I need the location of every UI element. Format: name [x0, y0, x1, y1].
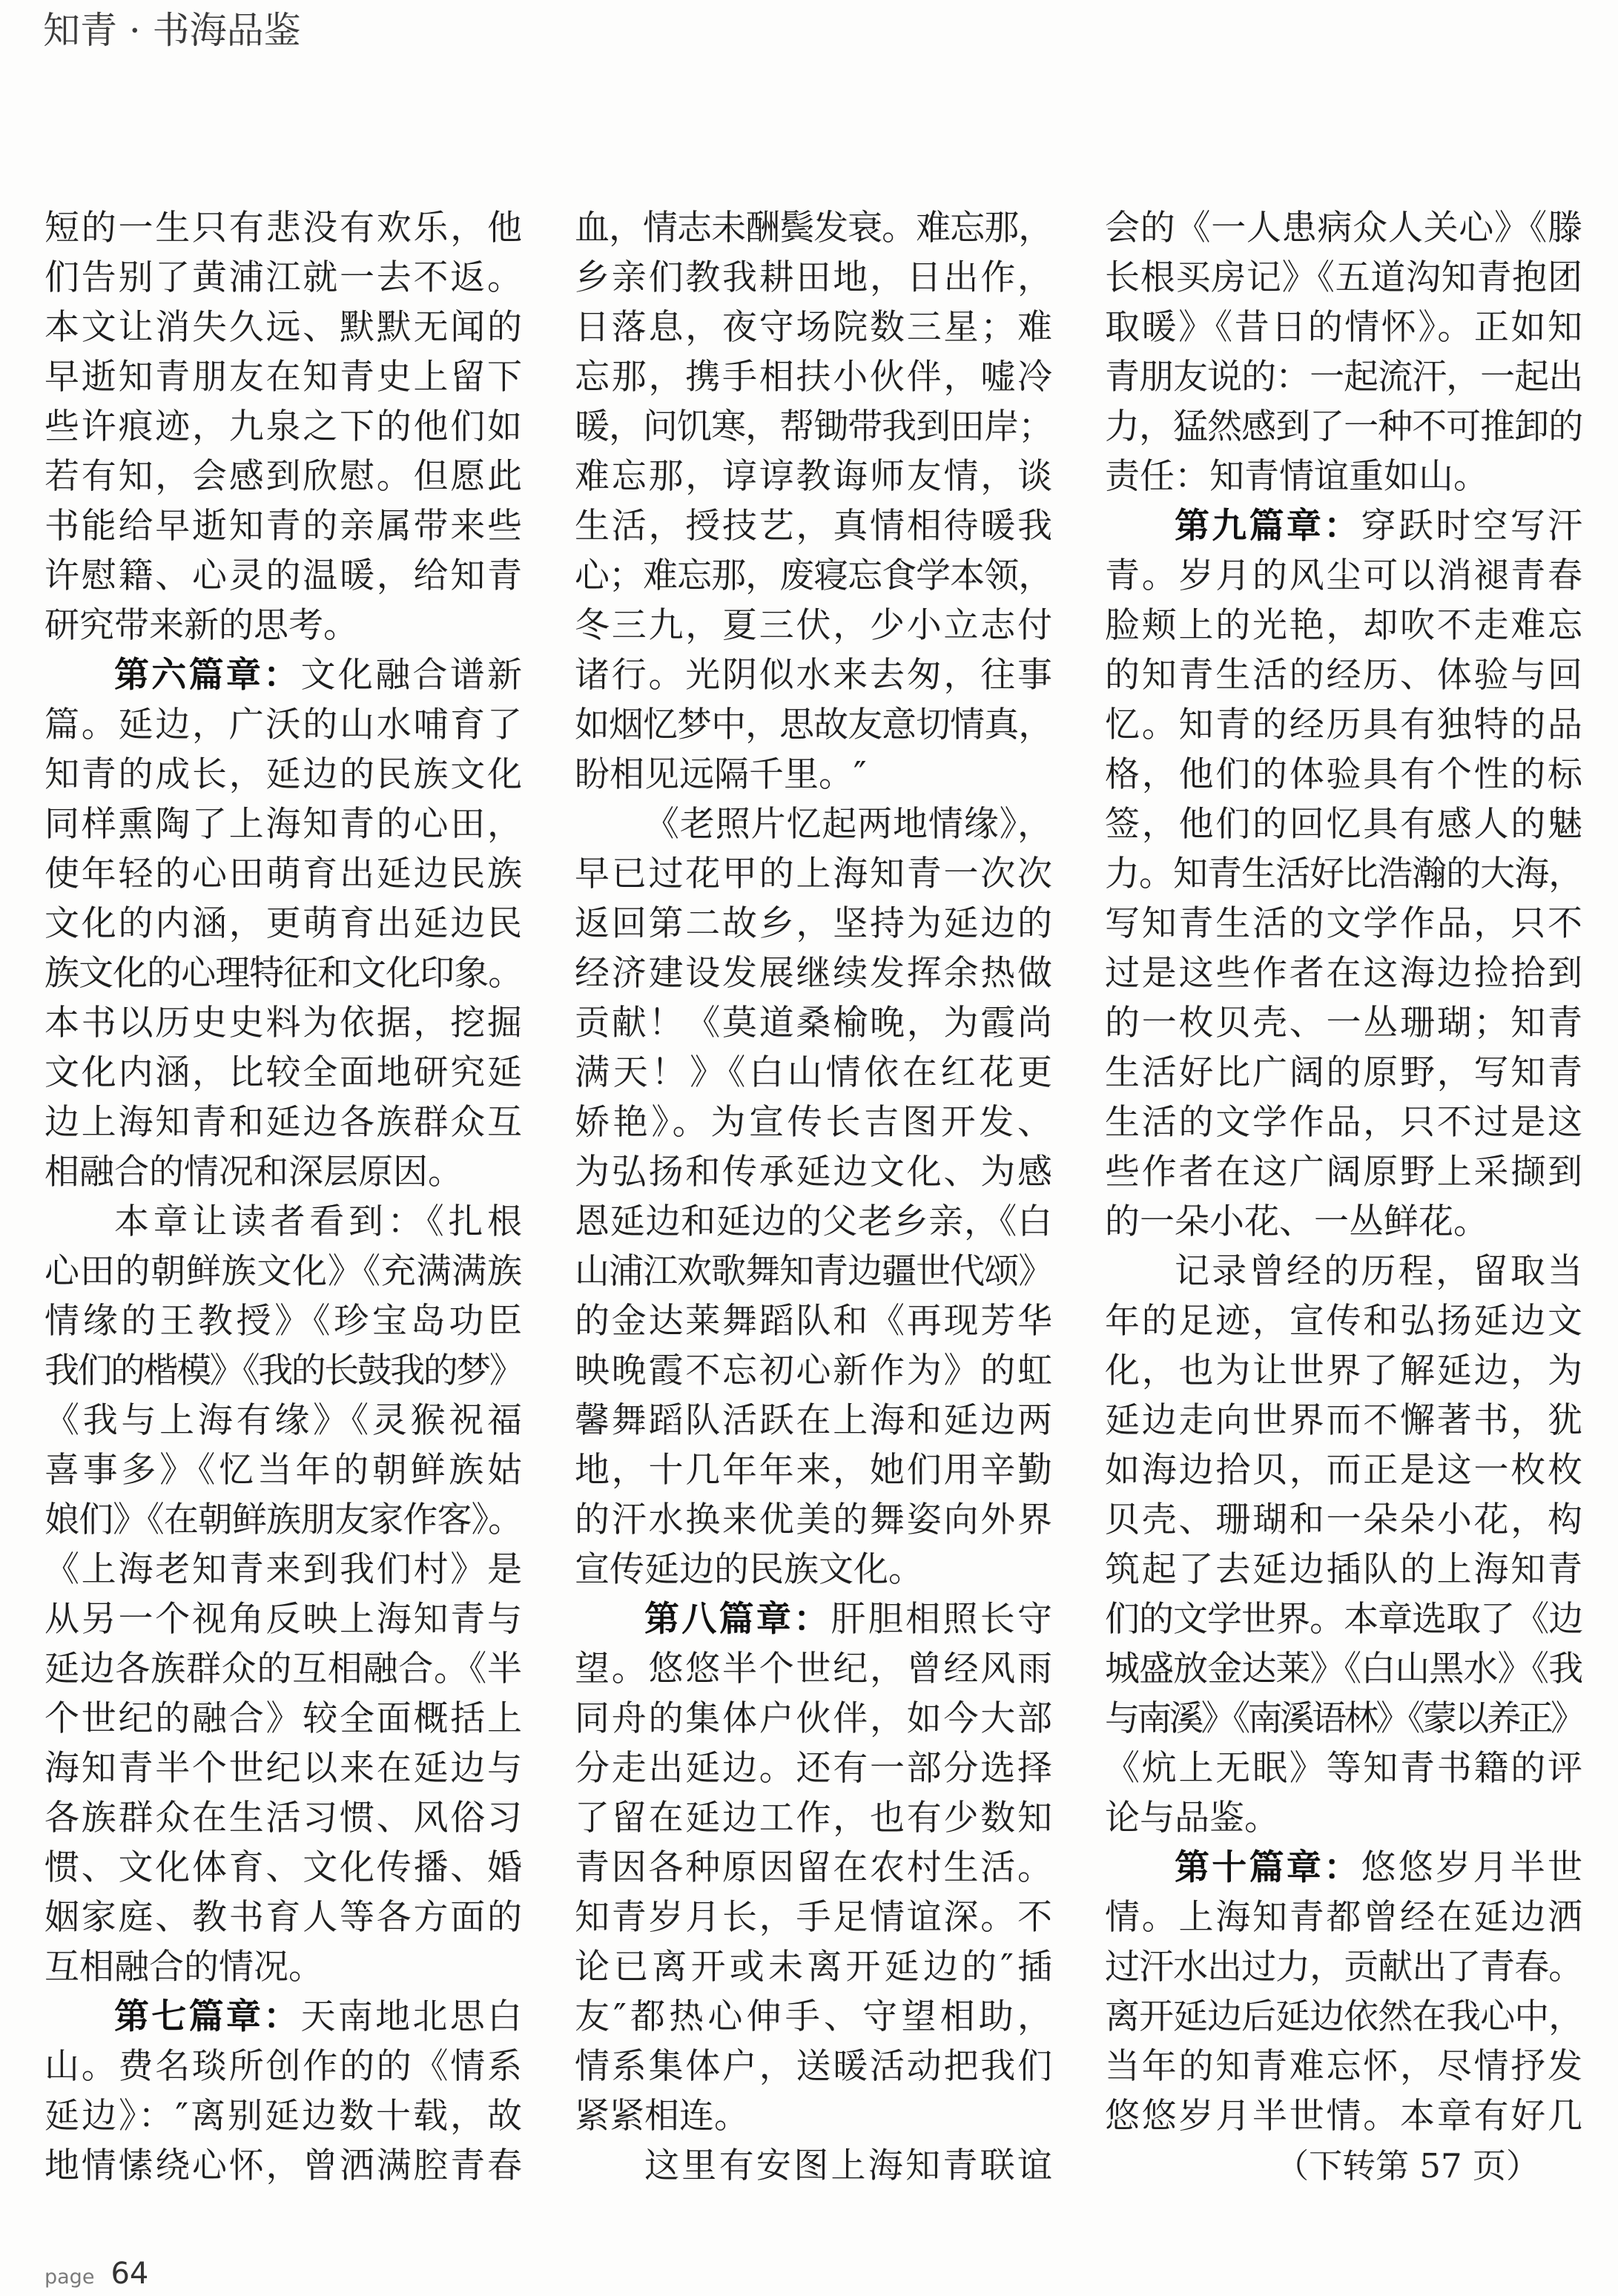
line-text: 分走出延边。还有一部分选择 [575, 1748, 1052, 1789]
text-line [575, 203, 1052, 253]
text-line [44, 849, 522, 899]
text-line [44, 1098, 522, 1147]
paragraph [575, 203, 1052, 799]
text-line [1105, 1098, 1582, 1147]
line-text: 知青岁月长，手足情谊深。不 [575, 1897, 1052, 1938]
text-line [575, 1694, 1052, 1744]
line-text: 各族群众在生活习惯、风俗习 [44, 1798, 522, 1838]
line-text: 青因各种原因留在农村生活。 [575, 1847, 1052, 1888]
text-line [1105, 452, 1582, 501]
paragraph [1105, 1843, 1582, 2141]
line-text: 喜事多》《忆当年的朝鲜族姑 [44, 1450, 522, 1491]
text-line [1105, 998, 1582, 1048]
paragraph [575, 799, 1052, 1594]
text-line [1105, 1048, 1582, 1098]
line-text: 的金达莱舞蹈队和《再现芳华 [575, 1301, 1052, 1342]
line-text: 《炕上无眠》等知青书籍的评 [1105, 1748, 1582, 1789]
paragraph [44, 203, 522, 650]
text-line [1105, 700, 1582, 750]
text-line [1105, 203, 1582, 253]
line-text: 诸行。光阴似水来去匆，往事 [575, 655, 1052, 696]
line-text: 忘那，携手相扶小伙伴，嘘冷 [575, 357, 1052, 397]
text-line [1105, 1545, 1582, 1594]
line-text: 如海边拾贝，而正是这一枚枚 [1105, 1450, 1582, 1491]
line-text: 从另一个视角反映上海知青与 [44, 1599, 522, 1640]
line-text: 使年轻的心田萌育出延边民族 [44, 854, 522, 894]
text-line [44, 352, 522, 402]
line-text: 望。悠悠半个世纪，曾经风雨 [575, 1649, 1052, 1689]
text-line [44, 650, 522, 700]
text-line [1105, 1296, 1582, 1346]
line-text: 海知青半个世纪以来在延边与 [44, 1748, 522, 1789]
text-column [575, 203, 1052, 2191]
line-text: 情系集体户，送暖活动把我们 [575, 2046, 1052, 2087]
line-text: 取暖》《昔日的情怀》。正如知 [1105, 307, 1582, 348]
text-line [44, 601, 522, 650]
text-line [1105, 1445, 1582, 1495]
line-text: 姻家庭、教书育人等各方面的 [44, 1897, 522, 1938]
text-line [1105, 1694, 1582, 1744]
text-line [575, 1197, 1052, 1247]
text-line [1105, 1744, 1582, 1793]
text-line [575, 1048, 1052, 1098]
text-line [575, 452, 1052, 501]
text-line [1105, 1644, 1582, 1694]
text-line [44, 1992, 522, 2042]
line-text: 与南溪》《南溪语林》《蒙以养正》 [1105, 1698, 1582, 1739]
line-text: 篇。延边，广沃的山水哺育了 [44, 705, 522, 745]
line-text: 返回第二故乡，坚持为延边的 [575, 903, 1052, 944]
line-text: 族文化的心理特征和文化印象。 [44, 953, 522, 994]
paragraph [44, 1992, 522, 2191]
line-text: 如烟忆梦中，思故友意切情真， [575, 705, 1052, 745]
line-text: 本文让消失久远、默默无闻的 [44, 307, 522, 348]
text-line [44, 750, 522, 799]
line-text: 论已离开或未离开延边的″插 [575, 1947, 1052, 1987]
text-line [575, 1296, 1052, 1346]
text-line [44, 2141, 522, 2191]
text-line [575, 1942, 1052, 1992]
line-text: 地，十几年年来，她们用辛勤 [575, 1450, 1052, 1491]
text-line [575, 1346, 1052, 1396]
text-line [575, 1545, 1052, 1594]
section-heading-lead: 第七篇章： [114, 1996, 301, 2037]
line-text: 格，他们的体验具有个性的标 [1105, 754, 1582, 795]
line-text: 生活好比广阔的原野，写知青 [1105, 1052, 1582, 1093]
paragraph [1105, 1247, 1582, 1843]
text-line [44, 1346, 522, 1396]
text-line [1105, 899, 1582, 949]
text-line [44, 998, 522, 1048]
line-text: 娘们》《在朝鲜族朋友家作客》。 [44, 1500, 522, 1540]
line-text: 这里有安图上海知青联谊 [644, 2145, 1052, 2186]
line-text: 乡亲们教我耕田地，日出作， [575, 257, 1052, 298]
line-text: 生活，授技艺，真情相待暖我 [575, 506, 1052, 547]
line-text: 难忘那，谆谆教诲师友情，谈 [575, 456, 1052, 497]
text-line [44, 949, 522, 998]
text-line [575, 998, 1052, 1048]
line-text: 贡献！《莫道桑榆晚，为霞尚 [575, 1003, 1052, 1043]
line-text: 紧紧相连。 [575, 2096, 749, 2137]
text-line [575, 1594, 1052, 1644]
page-number: 64 [110, 2257, 149, 2291]
text-line [44, 700, 522, 750]
line-text: 早逝知青朋友在知青史上留下 [44, 357, 522, 397]
text-line [44, 1048, 522, 1098]
line-text: 穿跃时空写汗 [1361, 506, 1582, 547]
text-line [575, 1793, 1052, 1843]
line-text: 本书以历史史料为依据，挖掘 [44, 1003, 522, 1043]
line-text: 知青的成长，延边的民族文化 [44, 754, 522, 795]
text-line [575, 1495, 1052, 1545]
paragraph [575, 1594, 1052, 2141]
text-line [575, 1147, 1052, 1197]
line-text: 文化融合谱新 [300, 655, 522, 696]
text-line [575, 2091, 1052, 2141]
text-line [575, 899, 1052, 949]
paragraph [1105, 501, 1582, 1247]
line-text: 恩延边和延边的父老乡亲，《白 [575, 1201, 1052, 1242]
line-text: 延边走向世界而不懈著书，犹 [1105, 1400, 1582, 1441]
line-text: 情缘的王教授》《珍宝岛功臣 [44, 1301, 522, 1342]
running-header [43, 9, 301, 52]
text-line [44, 402, 522, 452]
text-line [44, 1445, 522, 1495]
section-title: 知青 · 书海品鉴 [43, 9, 301, 52]
line-text: 情。上海知青都曾经在延边洒 [1105, 1897, 1582, 1938]
text-line [575, 750, 1052, 799]
line-text: 青朋友说的：一起流汗，一起出 [1105, 357, 1582, 397]
text-line [1105, 1147, 1582, 1197]
line-text: 了留在延边工作，也有少数知 [575, 1798, 1052, 1838]
line-text: 论与品鉴。 [1105, 1798, 1279, 1838]
line-text: 书能给早逝知青的亲属带来些 [44, 506, 522, 547]
line-text: 研究带来新的思考。 [44, 605, 358, 646]
line-text: 短的一生只有悲没有欢乐，他 [44, 208, 522, 248]
line-text: 同舟的集体户伙伴，如今大部 [575, 1698, 1052, 1739]
text-line [1105, 2091, 1582, 2141]
text-line [1105, 1495, 1582, 1545]
text-line [44, 501, 522, 551]
text-line [1105, 1942, 1582, 1992]
line-text: 长根买房记》《五道沟知青抱团 [1105, 257, 1582, 298]
paragraph [44, 650, 522, 1197]
line-text: 为弘扬和传承延边文化、为感 [575, 1152, 1052, 1192]
text-column [44, 203, 522, 2191]
line-text: 经济建设发展继续发挥余热做 [575, 953, 1052, 994]
text-line [1105, 1992, 1582, 2042]
line-text: 些作者在这广阔原野上采撷到 [1105, 1152, 1582, 1192]
text-line [1105, 1346, 1582, 1396]
text-line [1105, 799, 1582, 849]
text-line [44, 1247, 522, 1296]
line-text: 早已过花甲的上海知青一次次 [575, 854, 1052, 894]
text-line [1105, 501, 1582, 551]
paragraph [44, 1197, 522, 1992]
text-line [1105, 1793, 1582, 1843]
page-footer [44, 2257, 148, 2290]
section-heading-lead: 第六篇章： [114, 655, 301, 696]
text-line [44, 203, 522, 253]
text-line [44, 1396, 522, 1445]
line-text: 个世纪的融合》较全面概括上 [44, 1698, 522, 1739]
text-column [1105, 203, 1582, 2191]
line-text: 延边》：″离别延边数十载，故 [44, 2096, 522, 2137]
text-line [575, 601, 1052, 650]
page-label: page [44, 2266, 95, 2289]
text-line [575, 1744, 1052, 1793]
line-text: 若有知，会感到欣慰。但愿此 [44, 456, 522, 497]
text-line [1105, 303, 1582, 352]
line-text: 文化内涵，比较全面地研究延 [44, 1052, 522, 1093]
line-text: 签，他们的回忆具有感人的魅 [1105, 804, 1582, 845]
line-text: 文化的内涵，更萌育出延边民 [44, 903, 522, 944]
line-text: 责任：知青情谊重如山。 [1105, 456, 1488, 497]
text-line [575, 1396, 1052, 1445]
line-text: 生活的文学作品，只不过是这 [1105, 1102, 1582, 1143]
line-text: 《我与上海有缘》《灵猴祝福 [44, 1400, 522, 1441]
text-line [575, 1445, 1052, 1495]
text-line [44, 452, 522, 501]
text-line [575, 1644, 1052, 1694]
text-line [44, 1147, 522, 1197]
line-text: 山浦江欢歌舞知青边疆世代颂》 [575, 1251, 1052, 1292]
text-line [44, 1545, 522, 1594]
line-text: 贝壳、珊瑚和一朵朵小花，构 [1105, 1500, 1582, 1540]
line-text: 同样熏陶了上海知青的心田， [44, 804, 522, 845]
text-line [44, 1744, 522, 1793]
line-text: 互相融合的情况。 [44, 1947, 323, 1987]
text-line [575, 352, 1052, 402]
text-line [44, 899, 522, 949]
line-text: 城盛放金达莱》《白山黑水》《我 [1105, 1649, 1582, 1689]
line-text: 们告别了黄浦江就一去不返。 [44, 257, 522, 298]
text-line [575, 2042, 1052, 2091]
line-text: 们的文学世界。本章选取了《边 [1105, 1599, 1582, 1640]
text-line [1105, 1843, 1582, 1893]
text-line [575, 650, 1052, 700]
text-line [575, 799, 1052, 849]
line-text: 天南地北思白 [300, 1996, 522, 2037]
line-text: 延边各族群众的互相融合。《半 [44, 1649, 522, 1689]
line-text: 青。岁月的风尘可以消褪青春 [1105, 555, 1582, 596]
line-text: 力。知青生活好比浩瀚的大海， [1105, 854, 1582, 894]
line-text: 友″都热心伸手、守望相助， [575, 1996, 1052, 2037]
line-text: 盼相见远隔千里。″ [575, 754, 867, 795]
line-text: 许慰籍、心灵的温暖，给知青 [44, 555, 522, 596]
text-line [44, 1594, 522, 1644]
line-text: 心田的朝鲜族文化》《充满满族 [44, 1251, 522, 1292]
text-line [575, 1893, 1052, 1942]
text-line [1105, 352, 1582, 402]
line-text: 悠悠岁月半世 [1361, 1847, 1582, 1888]
text-line [575, 551, 1052, 601]
text-line [44, 2091, 522, 2141]
text-line [1105, 601, 1582, 650]
section-heading-lead: 第八篇章： [644, 1599, 831, 1640]
line-text: 过汗水出过力，贡献出了青春。 [1105, 1947, 1582, 1987]
text-line [44, 1694, 522, 1744]
text-line [44, 1793, 522, 1843]
text-line [575, 700, 1052, 750]
text-line [44, 1644, 522, 1694]
paragraph [575, 2141, 1052, 2191]
line-text: 筑起了去延边插队的上海知青 [1105, 1549, 1582, 1590]
text-line [44, 1942, 522, 1992]
line-text: 的一枚贝壳、一丛珊瑚；知青 [1105, 1003, 1582, 1043]
text-line [575, 1247, 1052, 1296]
line-text: 暖，问饥寒，帮锄带我到田岸； [575, 406, 1052, 447]
line-text: 年的足迹，宣传和弘扬延边文 [1105, 1301, 1582, 1342]
text-line [44, 1495, 522, 1545]
line-text: 映晚霞不忘初心新作为》的虹 [575, 1350, 1052, 1391]
line-text: 宣传延边的民族文化。 [575, 1549, 923, 1590]
line-text: 本章让读者看到：《扎根 [114, 1201, 522, 1242]
line-text: 过是这些作者在这海边捡拾到 [1105, 953, 1582, 994]
paragraph [1105, 203, 1582, 501]
text-line [44, 2042, 522, 2091]
line-text: 心；难忘那，废寝忘食学本领， [575, 555, 1052, 596]
section-heading-lead: 第九篇章： [1175, 506, 1361, 547]
line-text: 些许痕迹，九泉之下的他们如 [44, 406, 522, 447]
text-line [1105, 1594, 1582, 1644]
continued-on-page-note: （下转第 57 页） [1275, 2146, 1539, 2186]
line-text: 惯、文化体育、文化传播、婚 [44, 1847, 522, 1888]
line-text: 悠悠岁月半世情。本章有好几 [1105, 2096, 1582, 2137]
line-text: 边上海知青和延边各族群众互 [44, 1102, 522, 1143]
line-text: 娇艳》。为宣传长吉图开发、 [575, 1102, 1052, 1143]
line-text: 的一朵小花、一丛鲜花。 [1105, 1201, 1488, 1242]
section-heading-lead: 第十篇章： [1175, 1847, 1361, 1888]
text-line [1105, 253, 1582, 303]
line-text: 当年的知青难忘怀，尽情抒发 [1105, 2046, 1582, 2087]
text-line [1105, 650, 1582, 700]
text-line [44, 799, 522, 849]
text-line [44, 1843, 522, 1893]
text-line [1105, 849, 1582, 899]
text-line [44, 253, 522, 303]
line-text: 力，猛然感到了一种不可推卸的 [1105, 406, 1582, 447]
text-line [1105, 1197, 1582, 1247]
text-line [1105, 2042, 1582, 2091]
line-text: 的知青生活的经历、体验与回 [1105, 655, 1582, 696]
text-line [575, 2141, 1052, 2191]
text-line [575, 501, 1052, 551]
line-text: 馨舞蹈队活跃在上海和延边两 [575, 1400, 1052, 1441]
text-line [44, 303, 522, 352]
line-text: 的汗水换来优美的舞姿向外界 [575, 1500, 1052, 1540]
text-line [1105, 949, 1582, 998]
text-line [1105, 750, 1582, 799]
line-text: 《老照片忆起两地情缘》， [644, 804, 1052, 845]
text-line [1105, 551, 1582, 601]
text-line [1105, 1396, 1582, 1445]
line-text: 写知青生活的文学作品，只不 [1105, 903, 1582, 944]
text-line [575, 253, 1052, 303]
line-text: 血，情志未酬鬓发衰。难忘那， [575, 208, 1052, 248]
text-line [1105, 1893, 1582, 1942]
line-text: 满天！》《白山情依在红花更 [575, 1052, 1052, 1093]
text-line [1105, 402, 1582, 452]
text-line [575, 1992, 1052, 2042]
text-line [575, 1098, 1052, 1147]
line-text: 忆。知青的经历具有独特的品 [1105, 705, 1582, 745]
text-line [1105, 1247, 1582, 1296]
line-text: 会的《一人患病众人关心》《滕 [1105, 208, 1582, 248]
text-line [44, 551, 522, 601]
line-text: 化，也为让世界了解延边，为 [1105, 1350, 1582, 1391]
line-text: 离开延边后延边依然在我心中， [1105, 1996, 1582, 2037]
line-text: 记录曾经的历程，留取当 [1175, 1251, 1582, 1292]
text-line [44, 1197, 522, 1247]
line-text: 日落息，夜守场院数三星；难 [575, 307, 1052, 348]
line-text: 我们的楷模》《我的长鼓我的梦》 [44, 1350, 522, 1391]
line-text: 《上海老知青来到我们村》是 [44, 1549, 522, 1590]
text-line [44, 1893, 522, 1942]
text-line [575, 849, 1052, 899]
text-line [44, 1296, 522, 1346]
line-text: 地情愫绕心怀，曾洒满腔青春 [44, 2145, 522, 2186]
line-text: 山。费名琰所创作的的《情系 [44, 2046, 522, 2087]
text-line [575, 402, 1052, 452]
text-line [575, 949, 1052, 998]
line-text: 肝胆相照长守 [831, 1599, 1052, 1640]
text-line [575, 1843, 1052, 1893]
line-text: 冬三九，夏三伏，少小立志付 [575, 605, 1052, 646]
line-text: 相融合的情况和深层原因。 [44, 1152, 463, 1192]
text-line [575, 303, 1052, 352]
line-text: 脸颊上的光艳，却吹不走难忘 [1105, 605, 1582, 646]
